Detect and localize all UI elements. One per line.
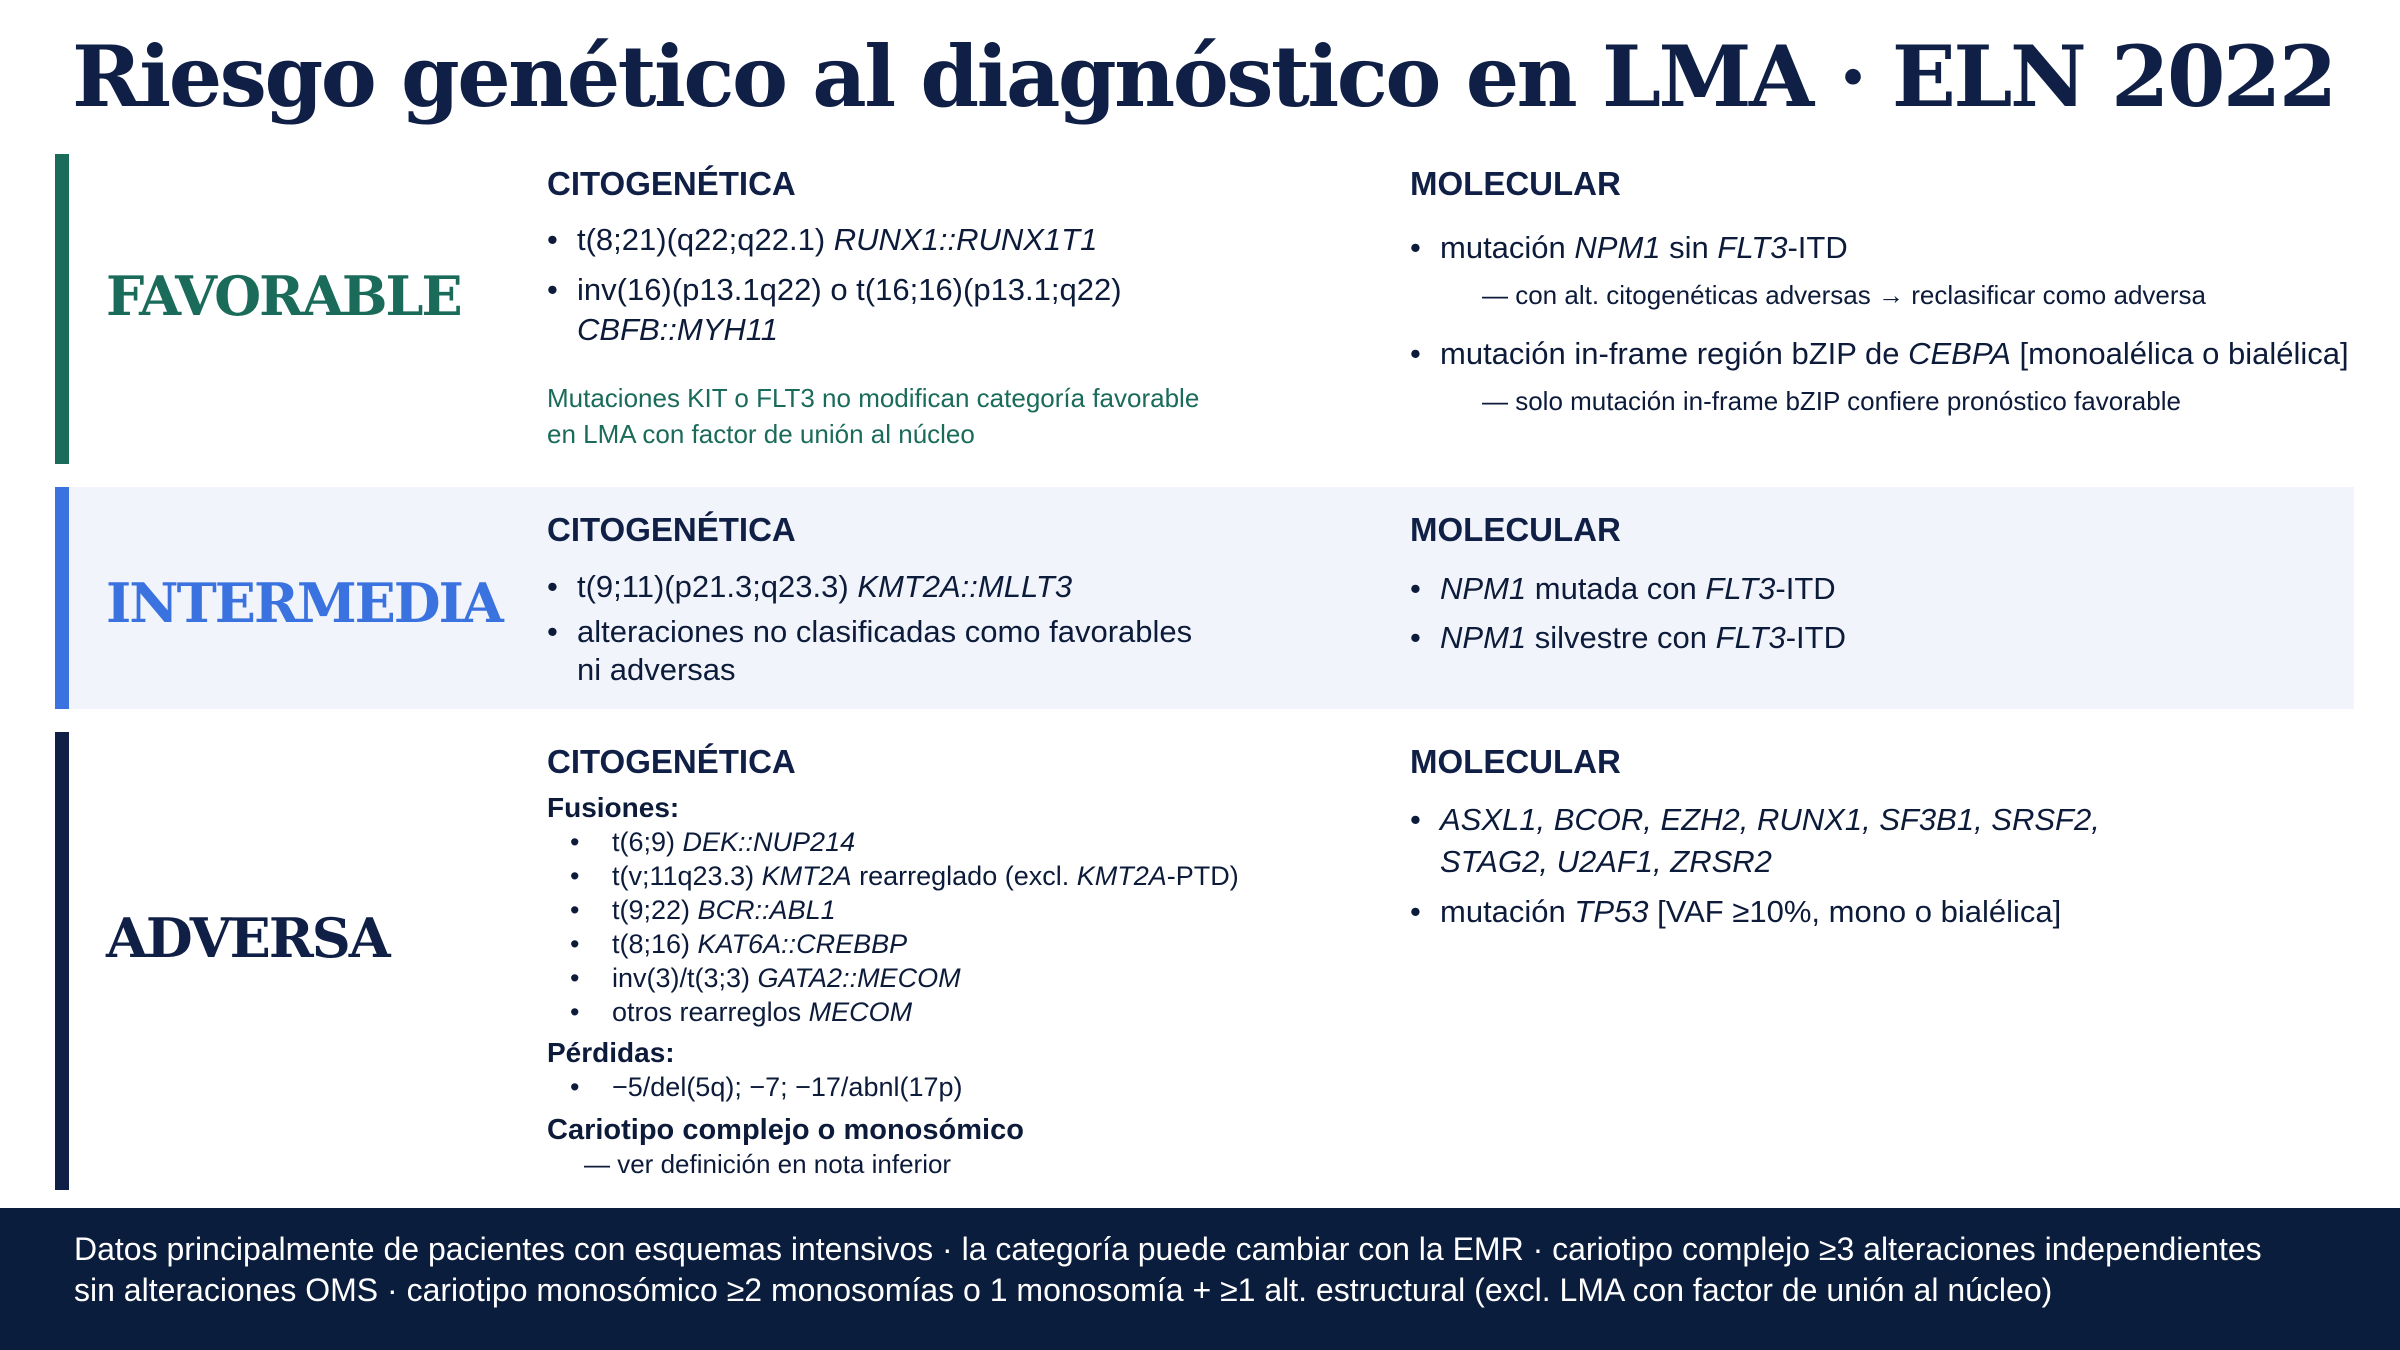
bullet-icon: • — [547, 272, 558, 307]
bullet-icon: • — [570, 997, 580, 1027]
bullet-icon: • — [547, 222, 558, 257]
favorable-mol-item-2: • mutación in-frame región bZIP de CEBPA [monoalélica o bialélica] — [1410, 334, 2370, 374]
adversa-fusion-item: • otros rearreglos MECOM — [570, 997, 913, 1027]
bullet-icon: • — [570, 861, 580, 891]
adversa-complejo-note: — ver definición en nota inferior — [584, 1149, 952, 1179]
adversa-cyto-heading: CITOGENÉTICA — [547, 743, 796, 780]
bullet-icon: • — [1410, 571, 1421, 606]
bullet-icon: • — [1410, 230, 1421, 265]
favorable-mol-item-1: • mutación NPM1 sin FLT3-ITD — [1410, 228, 2350, 268]
favorable-accent-bar — [55, 154, 69, 464]
favorable-cyto-item-1: • t(8;21)(q22;q22.1) RUNX1::RUNX1T1 — [547, 220, 1307, 260]
favorable-mol-heading: MOLECULAR — [1410, 165, 1621, 202]
bullet-icon: • — [570, 895, 580, 925]
bullet-icon: • — [547, 614, 558, 649]
page-title: Riesgo genético al diagnóstico en LMA · ELN 2022 — [72, 27, 2335, 126]
bullet-icon: • — [1410, 336, 1421, 371]
bullet-icon: • — [1410, 802, 1421, 837]
intermedia-cyto-item-2: • alteraciones no clasificadas como favorables ni adversas — [547, 614, 1193, 687]
footer-note — [0, 1208, 2400, 1350]
intermedia-label: INTERMEDIA — [106, 571, 502, 635]
footer-line-1: Datos principalmente de pacientes con esquemas intensivos · la categoría puede cambiar con la EMR · cariotipo complejo ≥3 alteraciones independientes — [74, 1231, 2262, 1267]
intermedia-mol-item-2: • NPM1 silvestre con FLT3-ITD — [1410, 618, 2310, 658]
bullet-icon: • — [547, 569, 558, 604]
intermedia-section — [0, 487, 2400, 709]
adversa-mol-item-2: • mutación TP53 [VAF ≥10%, mono o bialélica] — [1410, 892, 2310, 932]
adversa-fusion-item: • t(v;11q23.3) KMT2A rearreglado (excl. KMT2A-PTD) — [570, 861, 1239, 891]
favorable-cyto-heading: CITOGENÉTICA — [547, 165, 796, 202]
adversa-fusion-item: • t(8;16) KAT6A::CREBBP — [570, 929, 908, 959]
adversa-perdidas-label: Pérdidas: — [547, 1037, 675, 1068]
adversa-mol-heading: MOLECULAR — [1410, 743, 1621, 780]
adversa-complejo-label: Cariotipo complejo o monosómico — [547, 1114, 1024, 1146]
footer-line-2: sin alteraciones OMS · cariotipo monosómico ≥2 monosomías o 1 monosomía + ≥1 alt. estructural (excl. LMA con factor de unión al núcleo) — [74, 1272, 2053, 1308]
favorable-cyto-note: Mutaciones KIT o FLT3 no modifican categoría favorable en LMA con factor de unión al núcleo — [547, 383, 1200, 449]
adversa-perdidas-item: • −5/del(5q); −7; −17/abnl(17p) — [570, 1072, 963, 1102]
adversa-accent-bar — [55, 732, 69, 1190]
adversa-section — [0, 732, 2400, 1190]
intermedia-mol-heading: MOLECULAR — [1410, 511, 1621, 548]
adversa-fusion-item: • t(6;9) DEK::NUP214 — [570, 827, 856, 857]
intermedia-cyto-heading: CITOGENÉTICA — [547, 511, 796, 548]
bullet-icon: • — [570, 1072, 580, 1102]
bullet-icon: • — [1410, 620, 1421, 655]
adversa-fusiones-label: Fusiones: — [547, 792, 680, 823]
intermedia-accent-bar — [55, 487, 69, 709]
bullet-icon: • — [1410, 894, 1421, 929]
favorable-mol-item-2-note: — solo mutación in-frame bZIP confiere pronóstico favorable — [1482, 386, 2181, 416]
favorable-cyto-item-2: • inv(16)(p13.1q22) o t(16;16)(p13.1;q22) CBFB::MYH11 — [547, 272, 1122, 347]
favorable-section — [0, 154, 2400, 464]
bullet-icon: • — [570, 929, 580, 959]
adversa-mol-item-1: • ASXL1, BCOR, EZH2, RUNX1, SF3B1, SRSF2, STAG2, U2AF1, ZRSR2 — [1410, 799, 2310, 883]
intermedia-cyto-item-1: • t(9;11)(p21.3;q23.3) KMT2A::MLLT3 — [547, 567, 1307, 607]
intermedia-mol-item-1: • NPM1 mutada con FLT3-ITD — [1410, 569, 2310, 609]
bullet-icon: • — [570, 827, 580, 857]
adversa-fusion-item: • inv(3)/t(3;3) GATA2::MECOM — [570, 963, 961, 993]
favorable-mol-item-1-note: — con alt. citogenéticas adversas → reclasificar como adversa — [1482, 280, 2206, 310]
adversa-label: ADVERSA — [106, 906, 389, 970]
favorable-label: FAVORABLE — [106, 264, 461, 328]
adversa-fusion-item: • t(9;22) BCR::ABL1 — [570, 895, 836, 925]
bullet-icon: • — [570, 963, 580, 993]
